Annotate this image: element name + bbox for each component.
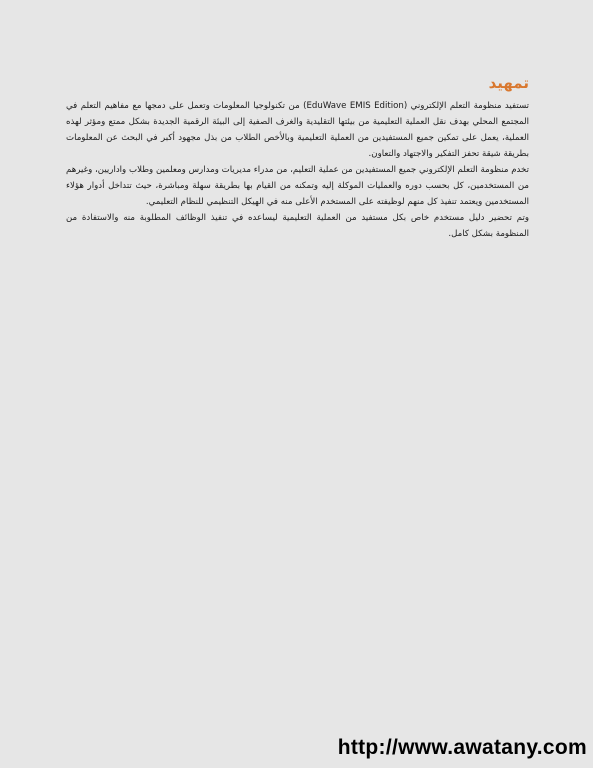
section-heading: تمهيد <box>488 74 529 92</box>
footer-url-watermark: http://www.awatany.com <box>337 736 587 759</box>
paragraph-guide: وتم تحضير دليل مستخدم خاص بكل مستفيد من العملية التعليمية ليساعده في تنفيذ الوظائف المطلوبة منه والاستفادة من المنظومة بشكل كامل. <box>66 213 529 239</box>
paragraph-users: تخدم منظومة التعلم الإلكتروني جميع المستفيدين من عملية التعليم، من مدراء مديريات ومدارس ومعلمين وطلاب واداريين، وغيرهم من المستخدمين، كل بحسب دوره والعمليات الموكلة إليه وتمكنه من القيام بها بطريقة سهلة ومباشرة، حيث تتداخل أدوار هؤلاء المستخدمين ويعتمد تنفيذ كل منهم لوظيفته على المستخدم الأعلى منه في الهيكل التنظيمي للنظام التعليمي. <box>66 165 529 207</box>
paragraph-intro: تستفيد منظومة التعلم الإلكتروني (EduWave EMIS Edition) من تكنولوجيا المعلومات وتعمل على دمجها مع مفاهيم التعلم في المجتمع المحلي بهدف نقل العملية التعليمية من بيئتها التقليدية والغرف الصفية إلى البيئة الرقمية الجديدة بشكل ممتع ومؤثر لهذه العملية، يعمل على تمكين جميع المستفيدين من العملية التعليمية وبالأخص الطلاب من بذل مجهود أكبر في البحث عن المعلومات بطريقة شيقة تحفز التفكير والاجتهاد والتعاون. <box>66 101 530 159</box>
body-text <box>66 98 529 242</box>
